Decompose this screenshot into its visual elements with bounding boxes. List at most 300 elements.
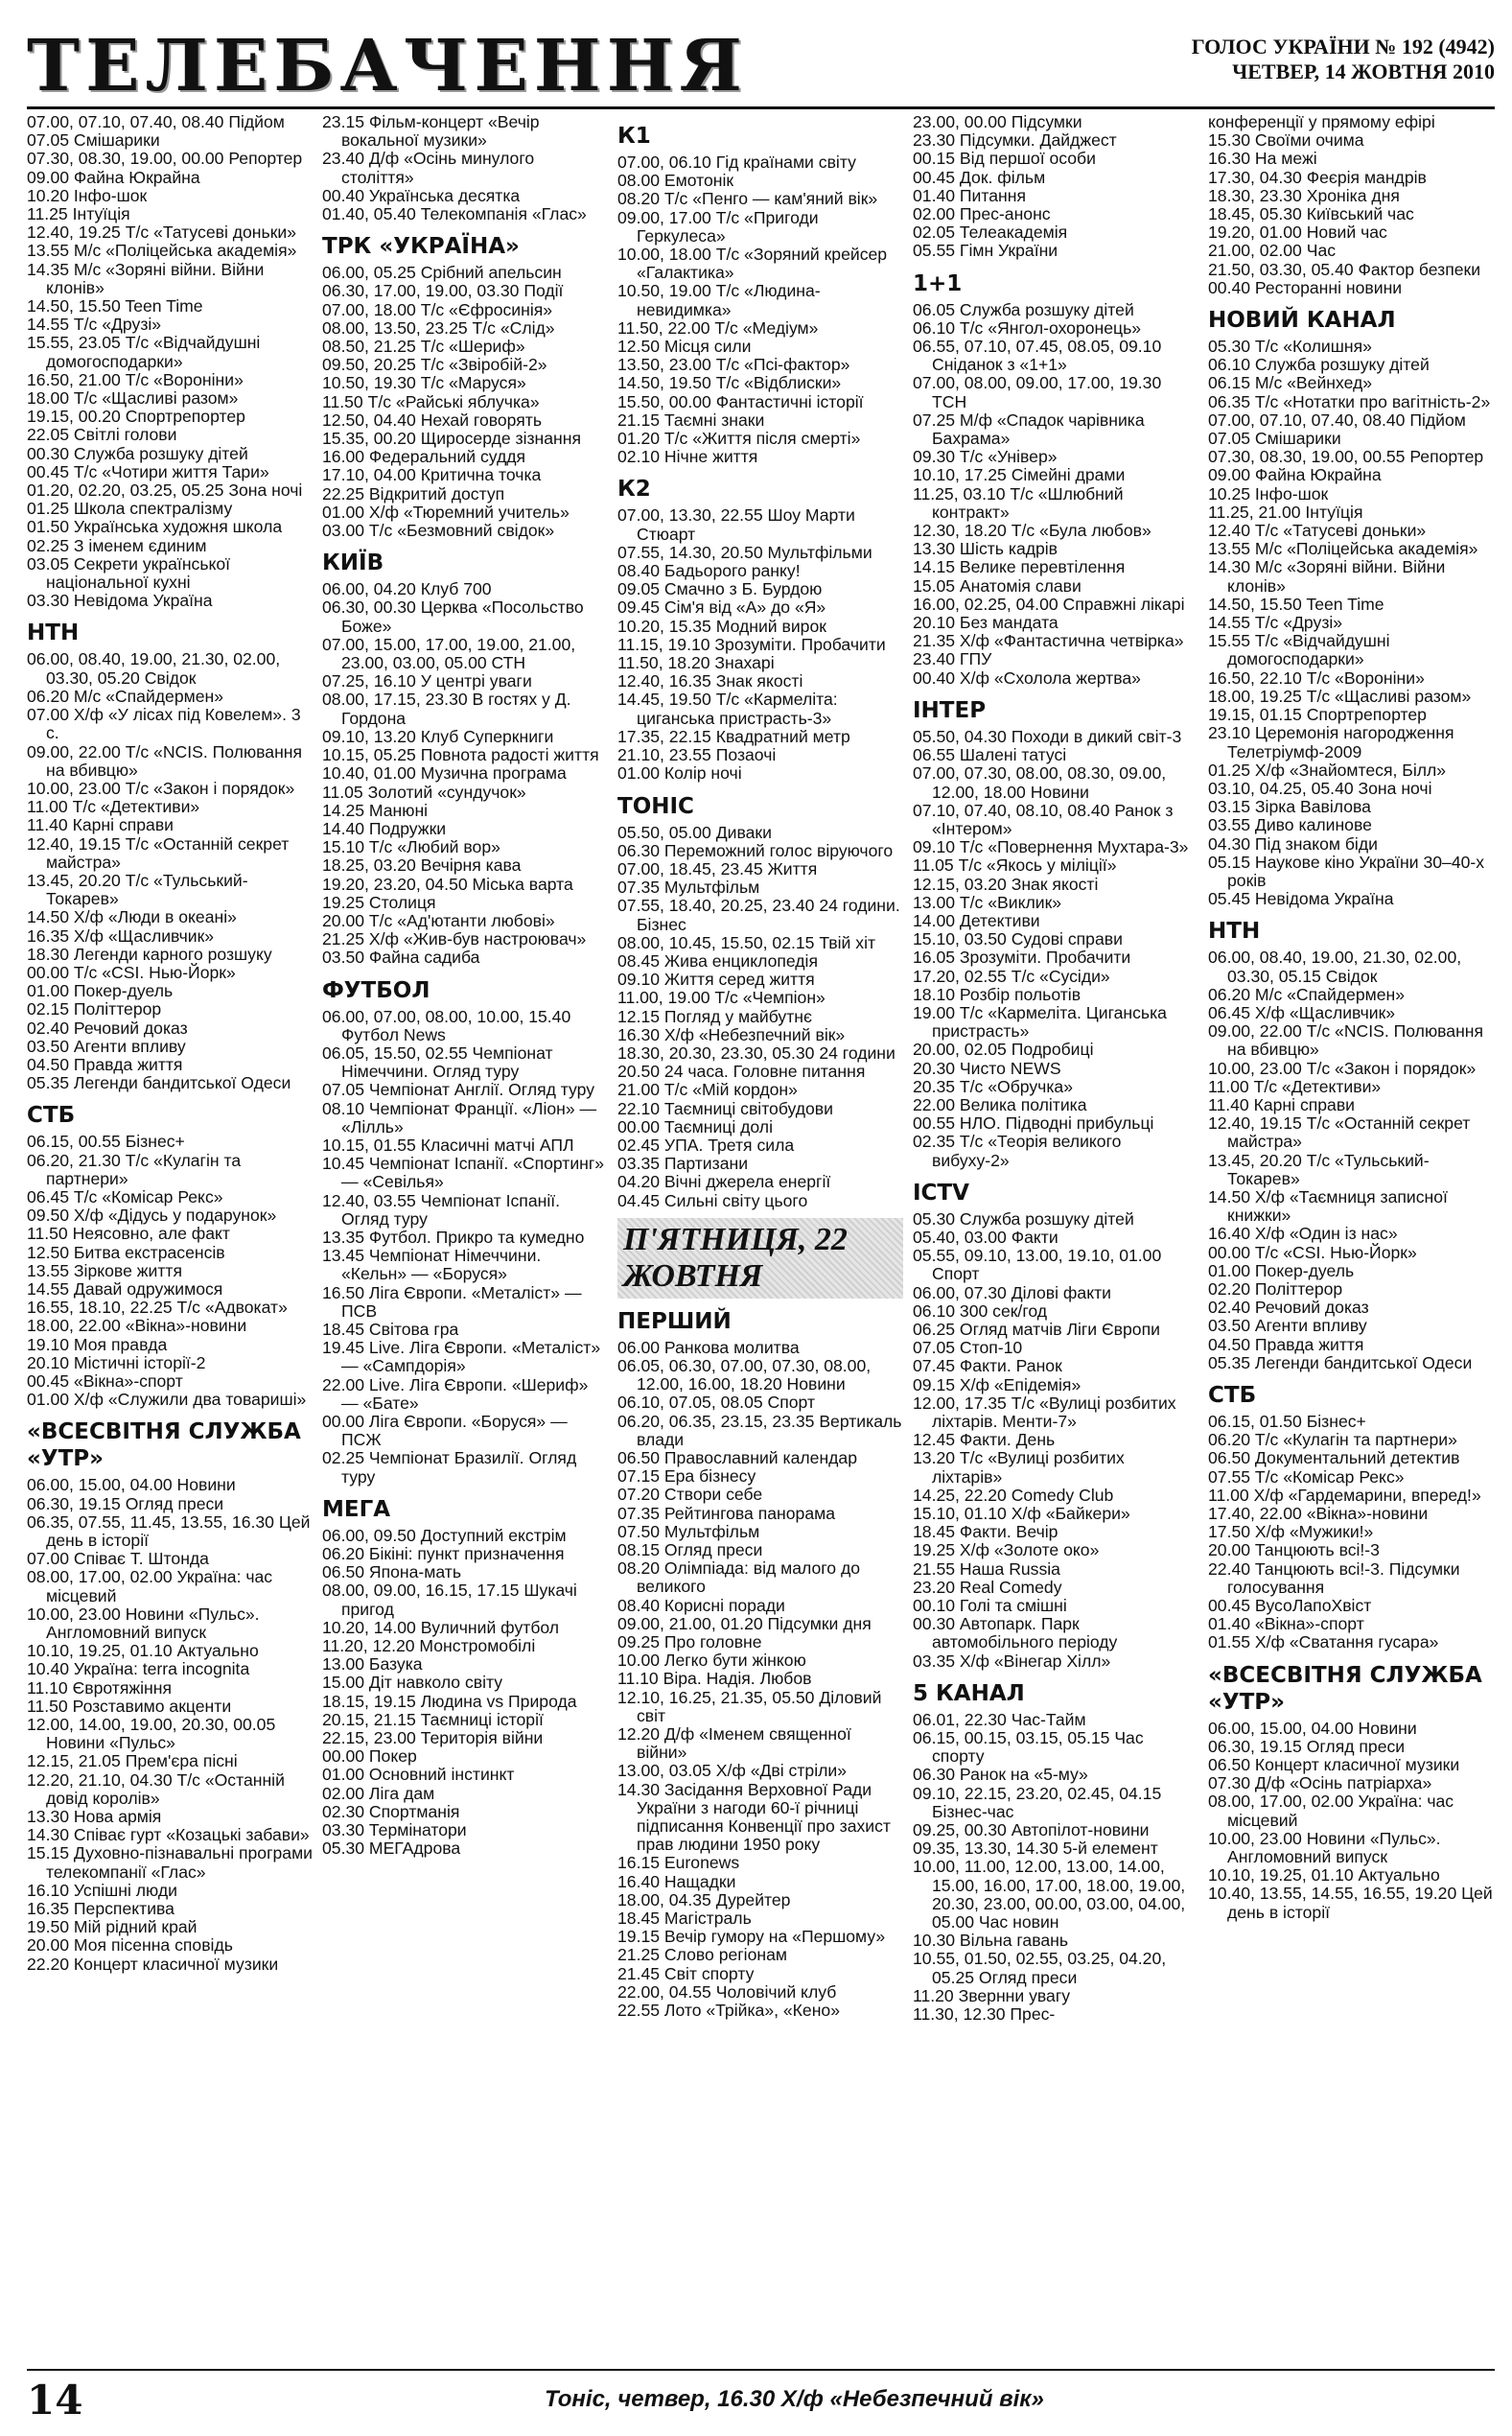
program-entry: 06.10, 07.05, 08.05 Спорт [617,1393,815,1413]
program-entry: 21.00, 02.00 Час [1208,241,1337,261]
program-entry: 09.10, 13.20 Клуб Суперкниги [322,726,554,746]
program-entry: 18.45, 05.30 Київський час [1208,204,1414,224]
program-entry: 07.30, 08.30, 19.00, 00.55 Репортер [1208,447,1484,467]
program-entry: 03.30 Невідома Україна [27,591,213,611]
program-entry: 11.50 Розставимо акценти [27,1696,232,1716]
program-entry: 06.00, 07.30 Ділові факти [913,1282,1111,1302]
program-entry: 01.50 Українська художня школа [27,517,283,537]
program-entry: 18.30 Легенди карного розшуку [27,944,272,964]
program-entry: 07.25 М/ф «Спадок чарівника Бахрама» [913,410,1145,449]
program-entry: 10.00, 18.00 Т/с «Зоряний крейсер «Галактика» [617,245,888,283]
program-entry: 15.55 Т/с «Відчайдушні домогосподарки» [1208,631,1390,669]
program-entry: 07.30 Д/ф «Осінь патріарха» [1208,1773,1432,1793]
program-entry: 08.00, 09.00, 16.15, 17.15 Шукачі пригод [322,1581,577,1619]
program-entry: 11.30, 12.30 Прес- [913,2004,1056,2025]
program-entry: 08.00, 17.00, 02.00 Україна: час місцевий [27,1567,273,1605]
program-entry: 16.40 Нащадки [617,1871,736,1891]
program-entry: 14.35 М/с «Зоряні війни. Війни клонів» [27,259,265,297]
program-entry: 20.10 Без мандата [913,613,1058,633]
program-entry: 05.35 Легенди бандитської Одеси [27,1073,291,1093]
program-entry: 06.10 Т/с «Янгол-охоронець» [913,317,1142,338]
program-entry: 00.40 Ресторанні новини [1208,277,1403,297]
program-entry: 12.50, 04.40 Нехай говорять [322,410,543,430]
program-entry: 12.50 Місця сили [617,337,752,357]
program-entry: 07.00, 18.45, 23.45 Життя [617,858,818,878]
program-entry: 23.40 Д/ф «Осінь минулого століття» [322,149,535,187]
program-entry: 01.20, 02.20, 03.25, 05.25 Зона ночі [27,480,303,501]
page-footer [27,2369,1495,2428]
program-entry: 14.40 Подружки [322,818,447,838]
program-entry: 06.20 Бікіні: пункт призначення [322,1544,565,1564]
program-entry: 11.20 Звернни увагу [913,1985,1071,2005]
program-entry: 06.05, 15.50, 02.55 Чемпіонат Німеччини. Огляд туру [322,1042,553,1082]
program-entry: 12.00, 17.35 Т/с «Вулиці розбитих ліхтарів. Менти-7» [913,1393,1176,1431]
program-entry: 10.45 Чемпіонат Іспанії. «Спортинг» — «Севілья» [322,1154,605,1192]
program-entry: 06.25 Огляд матчів Ліги Європи [913,1319,1160,1339]
program-entry: 03.00 Т/с «Безмовний свідок» [322,521,555,541]
program-entry: 06.00, 15.00, 04.00 Новини [27,1475,236,1495]
program-entry: 14.50 Х/ф «Люди в океані» [27,907,237,927]
program-entry: 01.40 «Вікна»-спорт [1208,1614,1364,1634]
program-entry: 12.10, 16.25, 21.35, 05.50 Діловий світ [617,1687,882,1725]
program-entry: 00.40 Х/ф «Схолола жертва» [913,668,1141,688]
program-entry: 01.00 Основний інстинкт [322,1765,515,1785]
masthead-rule [27,106,1495,109]
program-entry: 13.30 Нова армія [27,1807,162,1827]
program-entry: 11.10 Євротяжіння [27,1677,173,1698]
program-entry: 14.55 Давай одружимося [27,1278,223,1299]
program-entry: 12.40, 19.15 Т/с «Останній секрет майстра» [27,833,290,872]
listing-column [27,113,313,2340]
channel-heading: ФУТБОЛ [322,977,430,1003]
program-entry: 03.50 Файна садиба [322,948,480,968]
program-entry: 07.05 Смішарики [27,130,160,151]
program-entry: 14.25, 22.20 Comedy Club [913,1485,1114,1505]
program-entry: 11.40 Карні справи [27,815,174,835]
program-entry: 11.40 Карні справи [1208,1094,1356,1114]
program-entry: 06.20 Т/с «Кулагін та партнери» [1208,1430,1457,1450]
program-entry: 20.50 24 часа. Головне питання [617,1062,866,1082]
program-entry: 06.20 М/с «Спайдермен» [1208,984,1405,1004]
program-entry: 07.20 Створи себе [617,1485,763,1505]
program-entry: 01.25 Х/ф «Знайомтеся, Білл» [1208,760,1447,780]
program-entry: 23.40 ГПУ [913,649,992,669]
program-entry: 01.00 Покер-дуель [27,981,174,1001]
program-entry: 22.25 Відкритий доступ [322,483,505,504]
program-entry: 09.05 Смачно з Б. Бурдою [617,579,823,599]
program-entry: 13.35 Футбол. Прикро та кумедно [322,1227,585,1247]
program-entry: 21.45 Світ спорту [617,1963,755,1983]
program-entry: 01.00 Х/ф «Служили два товариші» [27,1390,307,1410]
program-entry: 06.00, 09.50 Доступний екстрім [322,1525,567,1545]
program-entry: 16.50 Ліга Європи. «Металіст» — ПСВ [322,1282,582,1321]
program-entry: 12.50 Битва екстрасенсів [27,1242,225,1262]
program-entry: 10.40 Україна: terra incognita [27,1659,250,1679]
program-entry: 12.45 Факти. День [913,1430,1056,1450]
program-entry: 02.45 УПА. Третя сила [617,1135,795,1155]
program-entry: 06.30, 00.30 Церква «Посольство Боже» [322,597,584,636]
program-entry: 09.00, 17.00 Т/с «Пригоди Геркулеса» [617,207,819,246]
program-entry: 02.15 Політтерор [27,999,162,1019]
program-entry: 17.10, 04.00 Критична точка [322,465,542,485]
program-entry: 06.01, 22.30 Час-Тайм [913,1709,1086,1729]
program-entry: 09.50, 20.25 Т/с «Звіробій-2» [322,355,547,375]
program-entry: 16.50, 22.10 Т/с «Вороніни» [1208,668,1425,688]
program-entry: 15.55, 23.05 Т/с «Відчайдушні домогосподарки» [27,333,261,371]
listing-column [322,113,608,2340]
program-entry: 03.30 Термінатори [322,1820,467,1840]
program-entry: 14.50, 19.50 Т/с «Відблиски» [617,373,842,393]
program-entry: 09.45 Сім'я від «А» до «Я» [617,597,826,618]
program-entry: 08.20 Т/с «Пенго — кам'яний вік» [617,189,878,209]
publication-info [1192,35,1495,84]
program-entry: 03.35 Партизани [617,1154,749,1174]
program-entry: 13.45 Чемпіонат Німеччини. «Кельн» — «Боруся» [322,1246,542,1284]
program-entry: 10.00, 23.00 Новини «Пульс». Англомовний випуск [27,1604,260,1643]
program-entry: 18.00, 22.00 «Вікна»-новини [27,1316,247,1336]
listing-column [617,113,903,2340]
program-entry: 13.45, 20.20 Т/с «Тульський-Токарев» [27,870,248,909]
program-entry: 06.05 Служба розшуку дітей [913,299,1134,319]
program-entry: 07.00 Співає Т. Штонда [27,1549,209,1569]
program-entry: 08.10 Чемпіонат Франції. «Ліон» — «Лілль» [322,1098,597,1136]
program-entry: 02.30 Спортманія [322,1801,460,1821]
program-entry: 07.00, 08.00, 09.00, 17.00, 19.30 ТСН [913,373,1162,411]
program-entry: 21.55 Наша Russia [913,1558,1060,1579]
program-entry: 14.50, 15.50 Teen Time [27,296,203,316]
program-entry: 13.55 М/с «Поліцейська академія» [27,241,297,261]
program-entry: 06.35, 07.55, 11.45, 13.55, 16.30 Цей день в історії [27,1511,311,1551]
program-entry: 10.50, 19.00 Т/с «Людина-невидимка» [617,281,821,319]
program-entry: 20.35 Т/с «Обручка» [913,1076,1073,1096]
program-entry: 07.00, 13.30, 22.55 Шоу Марти Стюарт [617,505,855,544]
program-entry: 10.55, 01.50, 02.55, 03.25, 04.20, 05.25 Огляд преси [913,1949,1167,1987]
program-entry: 15.30 Своїми очима [1208,130,1364,151]
program-entry: 21.00 Т/с «Мій кордон» [617,1080,798,1100]
issue-number: ГОЛОС УКРАЇНИ № 192 (4942) [1191,35,1495,59]
program-entry: 11.50 Неясовно, але факт [27,1224,230,1244]
program-entry: 05.30 Т/с «Колишня» [1208,337,1372,357]
program-entry: 22.20 Концерт класичної музики [27,1954,279,1974]
program-entry: 21.15 Таємні знаки [617,410,765,430]
program-entry: 23.10 Церемонія нагородження Телетріумф-2009 [1208,723,1454,761]
program-entry: 13.45, 20.20 Т/с «Тульський-Токарев» [1208,1150,1430,1188]
program-entry: 20.00 Танцюють всі!-3 [1208,1540,1380,1560]
program-entry: 20.00, 02.05 Подробиці [913,1040,1094,1060]
program-entry: 06.00, 04.20 Клуб 700 [322,579,492,599]
program-entry: 13.00 Базука [322,1654,423,1675]
program-entry: 01.20 Т/с «Життя після смерті» [617,429,861,449]
program-entry: 16.00 Федеральний суддя [322,447,526,467]
program-entry: 07.50 Мультфільм [617,1521,760,1541]
program-entry: 06.20 М/с «Спайдермен» [27,686,223,706]
program-entry: 16.15 Euronews [617,1853,740,1873]
program-entry: 00.15 Від першої особи [913,149,1096,169]
program-entry: 21.25 Х/ф «Жив-був настроювач» [322,929,587,949]
program-entry: 00.45 Т/с «Чотири життя Тари» [27,461,269,481]
program-entry: 07.45 Факти. Ранок [913,1356,1062,1376]
program-entry: 02.05 Телеакадемія [913,223,1068,243]
program-entry: 12.00, 14.00, 19.00, 20.30, 00.05 Новини «Пульс» [27,1715,276,1753]
program-entry: 05.40, 03.00 Факти [913,1227,1058,1247]
program-entry: 05.30 Служба розшуку дітей [913,1208,1134,1229]
program-entry: 09.35, 13.30, 14.30 5-й елемент [913,1839,1158,1859]
program-entry: 05.15 Наукове кіно України 30–40-х років [1208,852,1485,890]
program-entry: 12.15, 21.05 Прем'єра пісні [27,1751,238,1771]
program-entry: 19.25 Столиця [322,892,436,912]
program-entry: 19.15 Вечір гумору на «Першому» [617,1927,886,1947]
program-entry: 18.45 Магістраль [617,1909,752,1929]
program-entry: 22.10 Таємниці світобудови [617,1098,833,1118]
program-entry: 19.25 Х/ф «Золоте око» [913,1540,1100,1560]
program-entry: 10.15, 05.25 Повнота радості життя [322,745,599,765]
listing-column [1208,113,1494,2340]
program-entry: 06.15, 00.55 Бізнес+ [27,1132,185,1152]
day-banner: П'ЯТНИЦЯ, 22 ЖОВТНЯ [617,1218,903,1299]
program-entry: 06.10 300 сек/год [913,1300,1048,1321]
program-entry: 09.30 Т/с «Універ» [913,447,1058,467]
program-entry: 07.00, 15.00, 17.00, 19.00, 21.00, 23.00, 03.00, 05.00 СТН [322,634,576,673]
program-entry: 20.00 Моя пісенна сповідь [27,1935,233,1956]
program-entry: 07.00, 06.10 Гід країнами світу [617,152,856,172]
program-entry: 17.30, 04.30 Феєрія мандрів [1208,167,1427,187]
program-entry: 05.55 Гімн України [913,241,1058,261]
program-entry: 14.30 Співає гурт «Козацькі забави» [27,1825,310,1845]
channel-heading: НТН [1208,919,1261,945]
program-entry: 16.35 Х/ф «Щасливчик» [27,925,215,946]
program-entry: 04.30 Під знаком біди [1208,833,1378,854]
channel-heading: «ВСЕСВІТНЯ СЛУЖБА «УТР» [27,1419,301,1472]
program-entry: 11.20, 12.20 Монстромобілі [322,1636,536,1656]
program-entry: 09.10 Т/с «Повернення Мухтара-3» [913,837,1189,857]
program-entry: 16.50, 21.00 Т/с «Вороніни» [27,369,244,389]
program-entry: 19.45 Live. Ліга Європи. «Металіст» — «Сампдорія» [322,1338,601,1376]
program-entry: 14.30 М/с «Зоряні війни. Війни клонів» [1208,557,1446,596]
program-entry: 18.00, 19.25 Т/с «Щасливі разом» [1208,686,1472,706]
program-entry: 05.50, 04.30 Походи в дикий світ-3 [913,726,1182,746]
channel-heading: ТОНІС [617,793,694,819]
program-entry: 02.35 Т/с «Теорія великого вибуху-2» [913,1132,1122,1170]
program-entry: 00.40 Українська десятка [322,185,521,205]
channel-heading: СТБ [27,1103,76,1129]
program-entry: 08.15 Огляд преси [617,1540,763,1559]
program-entry: 01.25 Школа спектралізму [27,499,233,519]
program-entry: 18.15, 19.15 Людина vs Природа [322,1691,577,1711]
program-entry: 19.20, 23.20, 04.50 Міська варта [322,874,573,894]
program-entry: 03.55 Диво калинове [1208,815,1372,835]
program-entry: 00.30 Автопарк. Парк автомобільного періоду [913,1614,1118,1652]
program-entry: 11.00, 19.00 Т/с «Чемпіон» [617,988,826,1008]
program-entry: 14.55 Т/с «Друзі» [1208,613,1343,633]
program-entry: 04.50 Правда життя [27,1054,183,1074]
program-entry: 09.00, 22.00 Т/с «NCIS. Полювання на вбивцю» [27,741,303,780]
program-entry: 04.20 Вічні джерела енергії [617,1172,831,1192]
program-entry: 00.00 Т/с «CSI. Нью-Йорк» [1208,1242,1417,1262]
program-entry: 11.15, 19.10 Зрозуміти. Пробачити [617,634,886,654]
program-entry: 11.25 Інтуїція [27,204,130,224]
program-entry: 10.25 Інфо-шок [1208,483,1329,504]
program-entry: 00.45 «Вікна»-спорт [27,1371,183,1391]
program-entry: 11.50, 18.20 Знахарі [617,653,775,673]
program-entry: 11.50 Т/с «Райські яблучка» [322,391,540,411]
program-entry: 11.05 Золотий «сундучок» [322,782,526,802]
program-entry: 15.05 Анатомія слави [913,575,1082,596]
program-entry: 14.15 Велике перевтілення [913,557,1126,577]
program-entry: 09.00 Файна Юкрайна [27,167,200,187]
program-entry: 12.30, 18.20 Т/с «Була любов» [913,521,1151,541]
program-entry: 00.10 Голі та смішні [913,1596,1067,1616]
program-entry: 07.30, 08.30, 19.00, 00.00 Репортер [27,149,303,169]
program-entry: 22.55 Лото «Трійка», «Кено» [617,2001,840,2021]
program-entry: 12.15, 03.20 Знак якості [913,874,1099,894]
program-entry: 00.00 Покер [322,1746,417,1767]
program-entry: 02.20 Політтерор [1208,1278,1343,1299]
program-entry: 10.40, 01.00 Музична програма [322,763,567,784]
program-entry: 09.00 Файна Юкрайна [1208,465,1382,485]
program-entry: 09.10, 22.15, 23.20, 02.45, 04.15 Бізнес-час [913,1783,1162,1821]
footer-promo: Тоніс, четвер, 16.30 Х/ф «Небезпечний вік» [545,2386,1044,2412]
program-entry: 08.00, 17.15, 23.30 В гостях у Д. Гордона [322,690,571,728]
program-entry: 03.50 Агенти впливу [1208,1316,1367,1336]
program-entry: 10.20, 14.00 Вуличний футбол [322,1617,560,1637]
program-entry: 13.30 Шість кадрів [913,539,1058,559]
program-entry: 07.15 Ера бізнесу [617,1466,756,1487]
program-entry: 01.00 Покер-дуель [1208,1260,1355,1280]
program-entry: 22.00 Live. Ліга Європи. «Шериф» — «Бате» [322,1374,589,1413]
program-entry: 10.50, 19.30 Т/с «Маруся» [322,373,526,393]
program-entry: 16.05 Зрозуміти. Пробачити [913,948,1131,968]
program-entry: 06.35 Т/с «Нотатки про вагітність-2» [1208,391,1491,411]
program-entry: 09.50 Х/ф «Дідусь у подарунок» [27,1206,277,1226]
program-entry: 19.50 Мій рідний край [27,1917,198,1937]
program-entry: 00.30 Служба розшуку дітей [27,443,248,463]
program-entry: 05.35 Легенди бандитської Одеси [1208,1352,1473,1372]
program-entry: 07.35 Рейтингова панорама [617,1503,835,1523]
program-entry: 12.40, 19.25 Т/с «Татусеві доньки» [27,223,297,243]
channel-heading: К1 [617,124,651,149]
program-entry: 15.10 Т/с «Любий вор» [322,837,500,857]
program-entry: 07.00, 07.10, 07.40, 08.40 Підйом [27,113,285,131]
program-entry: 10.15, 01.55 Класичні матчі АПЛ [322,1135,574,1155]
program-entry: 13.50, 23.00 Т/с «Псі-фактор» [617,355,850,375]
program-entry: 01.00 Х/ф «Тюремний учитель» [322,502,570,522]
program-entry: 00.45 ВусоЛапоХвіст [1208,1596,1372,1616]
program-entry: 00.45 Док. фільм [913,167,1046,187]
program-entry: 00.00 Таємниці долі [617,1116,773,1136]
channel-heading: НОВИЙ КАНАЛ [1208,308,1396,334]
program-entry: 11.00 Х/ф «Гардемарини, вперед!» [1208,1485,1481,1505]
program-entry: 22.40 Танцюють всі!-3. Підсумки голосування [1208,1558,1460,1597]
channel-heading: 1+1 [913,270,963,296]
program-entry: 06.00 Ранкова молитва [617,1337,800,1357]
program-entry: 18.30, 23.30 Хроніка дня [1208,185,1400,205]
program-entry: 09.25, 00.30 Автопілот-новини [913,1820,1150,1840]
program-entry: 12.20 Д/ф «Іменем священної війни» [617,1724,851,1763]
program-entry: 18.10 Розбір польотів [913,984,1082,1004]
section-title: ТЕЛЕБАЧЕННЯ [27,25,748,107]
program-entry: 14.50, 15.50 Teen Time [1208,594,1384,614]
program-entry: 17.50 Х/ф «Мужики!» [1208,1522,1374,1542]
program-entry: 09.10 Життя серед життя [617,970,815,990]
program-entry: 11.25, 21.00 Інтуїція [1208,502,1363,522]
program-entry: 04.45 Сильні світу цього [617,1190,808,1210]
program-entry: 10.00 Легко бути жінкою [617,1651,806,1671]
program-entry: 10.10, 19.25, 01.10 Актуально [27,1641,259,1661]
program-entry: 16.00, 02.25, 04.00 Справжні лікарі [913,594,1185,614]
program-entry: 10.20, 15.35 Модний вирок [617,616,826,636]
program-entry: 06.15, 00.15, 03.15, 05.15 Час спорту [913,1728,1144,1767]
program-entry: 07.05 Стоп-10 [913,1338,1023,1358]
program-entry: 20.10 Містичні історії-2 [27,1352,206,1372]
program-entry: 07.55, 14.30, 20.50 Мультфільми [617,542,872,562]
program-entry: 10.30 Вільна гавань [913,1931,1069,1951]
program-entry: 02.25 З іменем єдиним [27,535,207,555]
program-entry: 09.25 Про головне [617,1632,762,1652]
program-entry: 12.40 Т/с «Татусеві доньки» [1208,521,1427,541]
program-entry: 22.00 Велика політика [913,1094,1087,1114]
program-entry: 19.00 Т/с «Кармеліта. Циганська пристрасть» [913,1002,1167,1042]
program-entry: 01.40 Питання [913,185,1026,205]
program-entry: 21.10, 23.55 Позаочі [617,745,777,765]
channel-heading: КИЇВ [322,550,384,576]
program-entry: 06.45 Х/ф «Щасливчик» [1208,1002,1396,1022]
program-entry: 20.15, 21.15 Таємниці історії [322,1709,544,1729]
program-entry: 02.40 Речовий доказ [1208,1298,1369,1318]
program-entry: 03.35 Х/ф «Вінегар Хілл» [913,1651,1111,1671]
program-entry: 19.20, 01.00 Новий час [1208,223,1387,243]
program-entry: 03.50 Агенти впливу [27,1036,186,1056]
channel-heading: ICTV [913,1180,969,1206]
program-entry: 06.50 Документальний детектив [1208,1448,1460,1468]
channel-heading: НТН [27,621,80,646]
program-entry: 05.30 МЕГАдрова [322,1839,461,1859]
program-entry: 18.30, 20.30, 23.30, 05.30 24 години [617,1042,896,1063]
program-entry: 07.00, 07.10, 07.40, 08.40 Підйом [1208,410,1466,430]
program-entry: 07.05 Чемпіонат Англії. Огляд туру [322,1080,595,1100]
channel-heading: «ВСЕСВІТНЯ СЛУЖБА «УТР» [1208,1662,1482,1715]
program-entry: 18.45 Світова гра [322,1319,459,1339]
program-entry: 14.30 Засідання Верховної Ради України з нагоди 60-ї річниці підписання Конвенції про захист прав людини 1950 року [617,1779,891,1855]
program-entry: 23.00, 00.00 Підсумки [913,113,1082,131]
program-entry: 13.55 Зіркове життя [27,1260,182,1280]
program-entry: 15.35, 00.20 Щиросерде зізнання [322,429,582,449]
program-entry: 18.25, 03.20 Вечірня кава [322,855,522,876]
program-entry: 12.40, 16.35 Знак якості [617,671,803,691]
program-entry: 12.15 Погляд у майбутнє [617,1006,812,1026]
program-entry: 06.10 Служба розшуку дітей [1208,355,1430,375]
program-entry: 09.15 Х/ф «Епідемія» [913,1374,1082,1394]
program-entry: 08.50, 21.25 Т/с «Шериф» [322,337,525,357]
program-entry: 13.55 М/с «Поліцейська академія» [1208,539,1478,559]
program-entry: 06.30, 17.00, 19.00, 03.30 Події [322,281,564,301]
program-entry: 05.55, 09.10, 13.00, 19.10, 01.00 Спорт [913,1246,1162,1284]
program-entry: 08.00, 17.00, 02.00 Україна: час місцевий [1208,1792,1454,1830]
program-entry: 07.00, 18.00 Т/с «Єфросинія» [322,299,553,319]
program-entry: 02.00 Ліга дам [322,1783,435,1803]
program-entry: 07.05 Смішарики [1208,429,1341,449]
program-entry: 13.00, 03.05 Х/ф «Дві стріли» [617,1761,847,1781]
program-entry: 08.45 Жива енциклопедія [617,950,818,971]
program-entry: 07.35 Мультфільм [617,878,760,898]
program-entry: 11.25, 03.10 Т/с «Шлюбний контракт» [913,483,1124,522]
program-entry: 07.00, 07.30, 08.00, 08.30, 09.00, 12.00, 18.00 Новини [913,763,1167,802]
program-entry: 00.00 Ліга Європи. «Боруся» — ПСЖ [322,1412,568,1450]
program-entry: 06.50 Православний календар [617,1447,857,1467]
program-entry: 13.00 Т/с «Виклик» [913,892,1062,912]
program-entry: 08.40 Корисні поради [617,1595,785,1615]
program-entry: 12.40, 03.55 Чемпіонат Іспанії. Огляд туру [322,1190,561,1229]
program-entry: конференції у прямому ефірі [1208,113,1435,131]
